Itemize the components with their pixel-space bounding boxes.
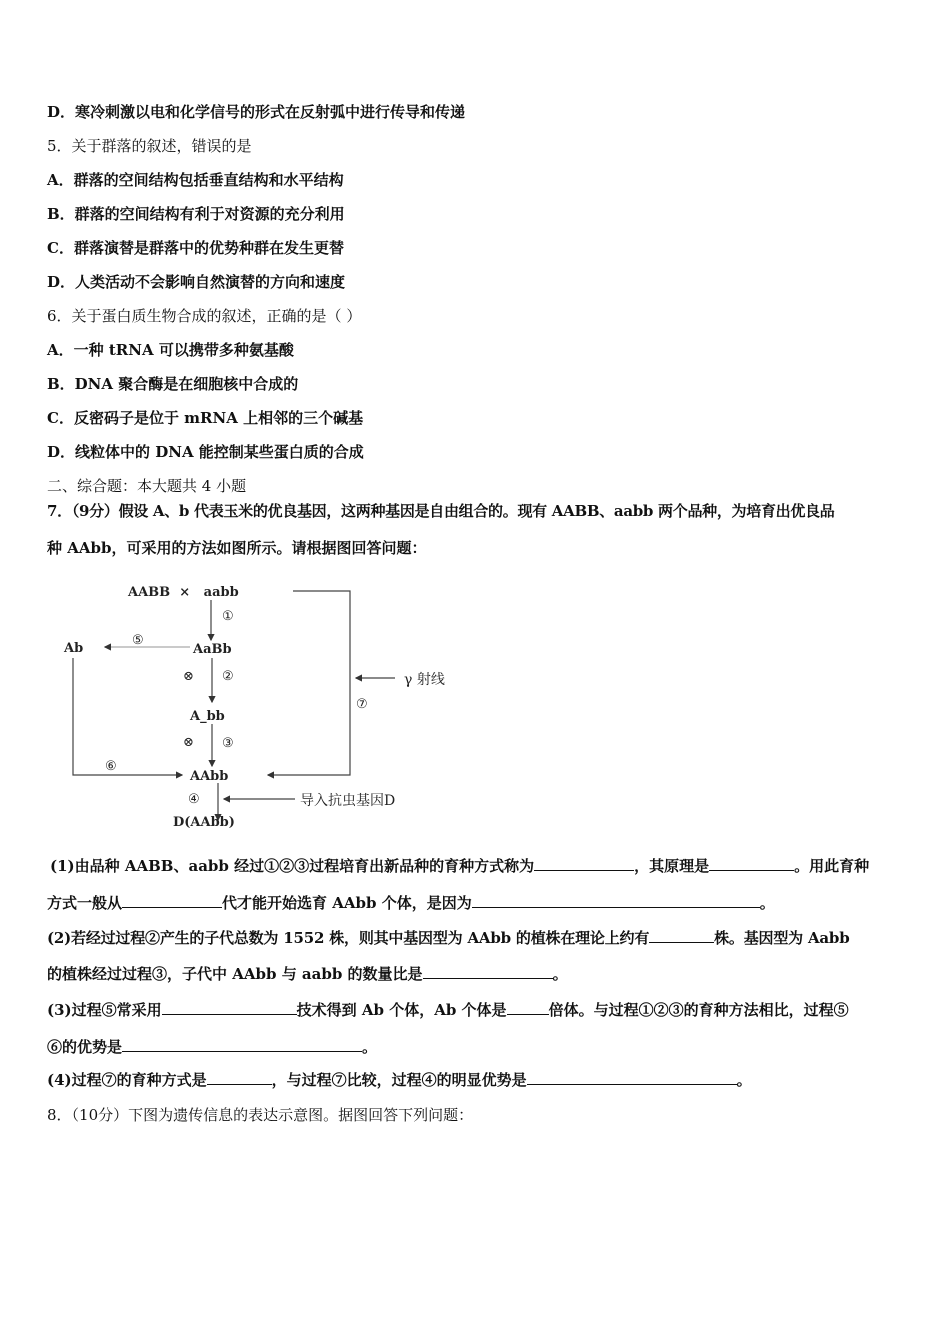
haploid-label: Ab bbox=[64, 641, 84, 656]
q7-part3-line2 bbox=[47, 1037, 377, 1057]
q7-part1-line1 bbox=[50, 856, 869, 876]
text: (2)若经过过程②产生的子代总数为 1552 株，则其中基因型为 AAbb 的植株在理论上约有 bbox=[47, 929, 650, 947]
f1-label: AaBb bbox=[193, 642, 232, 657]
q7-part4 bbox=[47, 1070, 752, 1090]
text: (1)由品种 AABB、aabb 经过①②③过程培育出新品种的育种方式称为 bbox=[50, 857, 535, 875]
step-6: ⑥ bbox=[105, 759, 117, 774]
q6-option-c: C．反密码子是位于 mRNA 上相邻的三个碱基 bbox=[47, 409, 364, 427]
text: 。 bbox=[736, 1071, 752, 1089]
q8-stem: 8．（10分）下图为遗传信息的表达示意图。据图回答下列问题： bbox=[47, 1106, 474, 1124]
text: 技术得到 Ab 个体，Ab 个体是 bbox=[296, 1001, 507, 1019]
answer-blank[interactable] bbox=[122, 1037, 362, 1052]
selfing-icon: ⊗ bbox=[183, 735, 194, 750]
text: 倍体。与过程①②③的育种方法相比，过程⑤ bbox=[548, 1001, 849, 1019]
q7-part1-line2 bbox=[47, 893, 775, 913]
breeding-diagram bbox=[40, 570, 480, 840]
q6-stem: 6．关于蛋白质生物合成的叙述，正确的是（ ） bbox=[47, 307, 362, 325]
q7-part2-line1 bbox=[47, 928, 849, 948]
gene-insert-label: 导入抗虫基因D bbox=[300, 793, 396, 809]
text: (4)过程⑦的育种方式是 bbox=[47, 1071, 207, 1089]
answer-blank[interactable] bbox=[527, 1070, 737, 1085]
answer-blank[interactable] bbox=[649, 928, 714, 943]
answer-blank[interactable] bbox=[507, 1000, 549, 1015]
q7-stem-line2: 种 AAbb，可采用的方法如图所示。请根据图回答问题： bbox=[47, 539, 427, 557]
q5-stem: 5．关于群落的叙述，错误的是 bbox=[47, 137, 252, 155]
text: 。 bbox=[759, 894, 775, 912]
text: 。 bbox=[552, 965, 568, 983]
answer-blank[interactable] bbox=[423, 964, 553, 979]
text: 方式一般从 bbox=[47, 894, 123, 912]
text: (3)过程⑤常采用 bbox=[47, 1001, 162, 1019]
parents-label: AABB × aabb bbox=[128, 585, 239, 600]
selfing-icon: ⊗ bbox=[183, 669, 194, 684]
text: 的植株经过过程③，子代中 AAbb 与 aabb 的数量比是 bbox=[47, 965, 423, 983]
answer-blank[interactable] bbox=[122, 893, 222, 908]
q5-option-a: A．群落的空间结构包括垂直结构和水平结构 bbox=[47, 171, 344, 189]
step-3: ③ bbox=[222, 736, 234, 751]
q5-option-b: B．群落的空间结构有利于对资源的充分利用 bbox=[47, 205, 345, 223]
step-1: ① bbox=[222, 609, 234, 624]
q6-option-a: A．一种 tRNA 可以携带多种氨基酸 bbox=[47, 341, 294, 359]
step-4: ④ bbox=[188, 792, 200, 807]
text: ，其原理是 bbox=[634, 857, 710, 875]
text: ，与过程⑦比较，过程④的明显优势是 bbox=[271, 1071, 527, 1089]
gamma-ray-label: γ 射线 bbox=[404, 672, 445, 688]
q7-stem-line1: 7．（9分）假设 A、b 代表玉米的优良基因，这两种基因是自由组合的。现有 AABB、aabb 两个品种，为培育出优良品 bbox=[47, 502, 835, 520]
q5-option-d: D．人类活动不会影响自然演替的方向和速度 bbox=[47, 273, 346, 291]
q7-part2-line2 bbox=[47, 964, 568, 984]
q6-option-d: D．线粒体中的 DNA 能控制某些蛋白质的合成 bbox=[47, 443, 364, 461]
q4-option-d: D．寒冷刺激以电和化学信号的形式在反射弧中进行传导和传递 bbox=[47, 103, 466, 121]
target-label: AAbb bbox=[190, 769, 229, 784]
answer-blank[interactable] bbox=[162, 1000, 297, 1015]
section-heading: 二、综合题：本大题共 4 小题 bbox=[47, 477, 247, 495]
text: 。 bbox=[362, 1038, 378, 1056]
step-7: ⑦ bbox=[356, 697, 368, 712]
q6-option-b: B．DNA 聚合酶是在细胞核中合成的 bbox=[47, 375, 299, 393]
q7-part3-line1 bbox=[47, 1000, 849, 1020]
text: ⑥的优势是 bbox=[47, 1038, 123, 1056]
text: 代才能开始选育 AAbb 个体，是因为 bbox=[222, 894, 472, 912]
answer-blank[interactable] bbox=[709, 856, 794, 871]
text: 。用此育种 bbox=[794, 857, 870, 875]
step-5: ⑤ bbox=[132, 633, 144, 648]
answer-blank[interactable] bbox=[472, 893, 760, 908]
final-label: D(AAbb) bbox=[173, 815, 235, 830]
f2-label: A_bb bbox=[190, 709, 225, 724]
text: 株。基因型为 Aabb bbox=[714, 929, 850, 947]
q5-option-c: C．群落演替是群落中的优势种群在发生更替 bbox=[47, 239, 344, 257]
answer-blank[interactable] bbox=[207, 1070, 272, 1085]
answer-blank[interactable] bbox=[534, 856, 634, 871]
step-2: ② bbox=[222, 669, 234, 684]
